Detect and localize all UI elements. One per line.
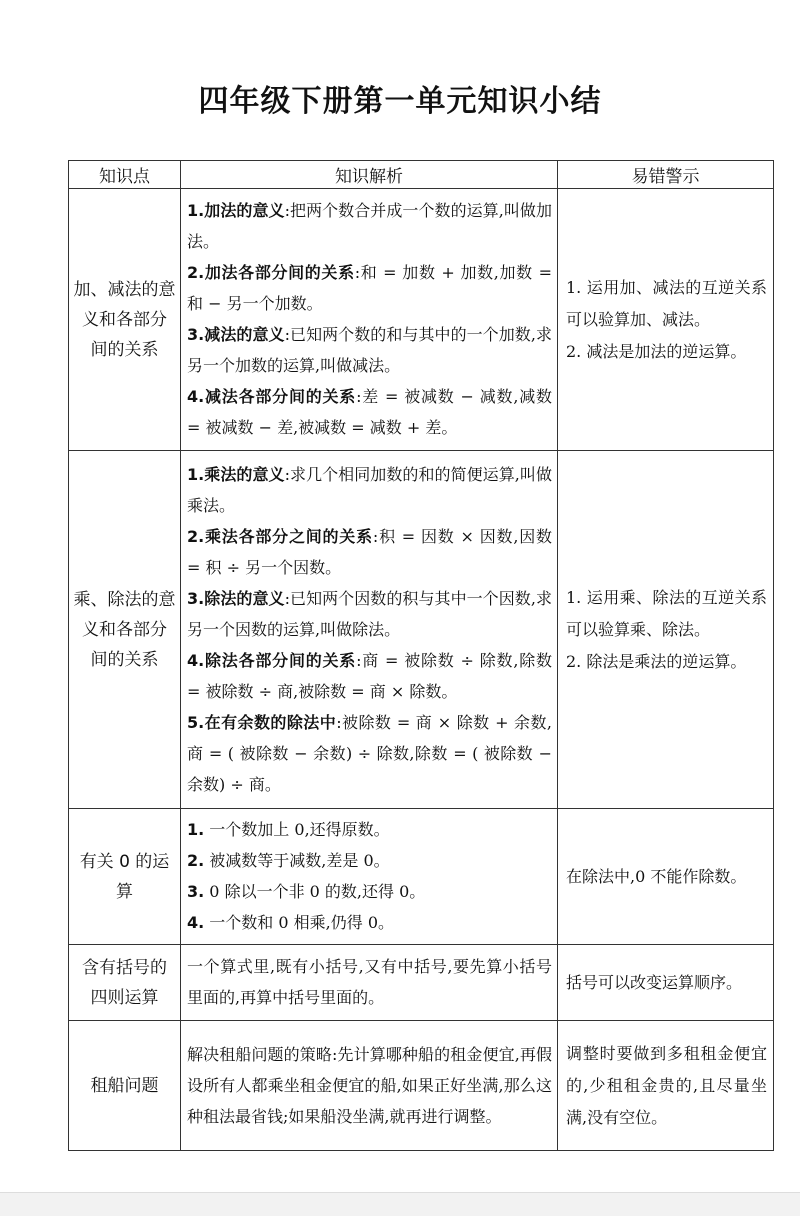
table-row <box>69 809 774 945</box>
analysis-item-head: 减法的意义 <box>204 325 285 344</box>
table-row <box>69 189 774 451</box>
table-header-row <box>69 161 774 189</box>
analysis-item <box>187 814 552 845</box>
analysis-item-head: 减法各部分间的关系 <box>204 387 357 406</box>
analysis-item-text: :被除数 = 商 × 除数 + 余数,商 = ( 被除数 − 余数) ÷ 除数,除数 = ( 被除数 − 余数) ÷ 商。 <box>187 712 552 794</box>
analysis-item-text: 一个数加上 0,还得原数。 <box>204 820 390 839</box>
analysis-item-num: 4. <box>187 387 205 406</box>
analysis-item-head: 加法各部分间的关系 <box>204 263 355 282</box>
topic-cell <box>69 451 181 809</box>
warning-cell <box>558 1021 774 1151</box>
header-warning: 易错警示 <box>558 161 774 189</box>
analysis-item-text: :已知两个因数的积与其中一个因数,求另一个因数的运算,叫做除法。 <box>187 588 552 639</box>
analysis-item-text: 解决租船问题的策略:先计算哪种船的租金便宜,再假设所有人都乘坐租金便宜的船,如果正好坐满,那么这种租法最省钱;如果船没坐满,就再进行调整。 <box>187 1044 552 1126</box>
analysis-item-num: 3. <box>187 588 205 608</box>
analysis-item-num: 4. <box>187 650 205 670</box>
warning-cell <box>558 451 774 809</box>
analysis-item-text: 一个数和 0 相乘,仍得 0。 <box>204 913 395 932</box>
topic-line: 间的关系 <box>90 649 159 670</box>
topic-cell <box>69 809 181 945</box>
header-analysis: 知识解析 <box>181 161 558 189</box>
analysis-item-num: 3. <box>187 325 205 344</box>
analysis-item-text: :积 = 因数 × 因数,因数 = 积 ÷ 另一个因数。 <box>187 526 552 577</box>
analysis-item <box>187 521 552 583</box>
analysis-item-text: :差 = 被减数 − 减数,减数 = 被减数 − 差,被减数 = 减数 + 差。 <box>187 387 552 437</box>
analysis-item <box>187 645 552 707</box>
analysis-item-num: 5. <box>187 712 205 732</box>
analysis-item <box>187 459 552 521</box>
analysis-item <box>187 583 552 645</box>
analysis-item-num: 2. <box>187 851 205 870</box>
analysis-cell <box>181 809 558 945</box>
analysis-cell <box>181 945 558 1021</box>
analysis-item-text: 0 除以一个非 0 的数,还得 0。 <box>204 882 426 901</box>
analysis-item-num: 2. <box>187 263 205 282</box>
warning-item: 在除法中,0 不能作除数。 <box>566 866 747 886</box>
analysis-item-head: 乘法的意义 <box>204 464 285 484</box>
analysis-item-num: 2. <box>187 526 205 546</box>
page-title: 四年级下册第一单元知识小结 <box>198 84 602 119</box>
warning-cell <box>558 809 774 945</box>
analysis-item <box>187 1039 552 1132</box>
analysis-cell <box>181 451 558 809</box>
topic-line: 乘、除法的意 <box>73 589 176 610</box>
analysis-item-num: 1. <box>187 464 205 484</box>
knowledge-summary-table <box>68 160 774 1151</box>
topic-line: 有关 0 的运算 <box>79 851 170 902</box>
topic-line: 义和各部分 <box>82 619 167 640</box>
analysis-item-num: 3. <box>187 882 205 901</box>
warning-item: 2. 减法是加法的逆运算。 <box>566 341 747 361</box>
warning-item: 括号可以改变运算顺序。 <box>566 972 743 992</box>
topic-cell <box>69 1021 181 1151</box>
analysis-item-head: 在有余数的除法中 <box>204 712 337 732</box>
warning-cell <box>558 189 774 451</box>
topic-line: 四则运算 <box>90 987 159 1008</box>
warning-cell <box>558 945 774 1021</box>
table-row <box>69 451 774 809</box>
page-bottom-strip <box>0 1192 800 1216</box>
analysis-item <box>187 195 552 257</box>
analysis-item <box>187 707 552 800</box>
analysis-item-text: 一个算式里,既有小括号,又有中括号,要先算小括号里面的,再算中括号里面的。 <box>187 957 552 1007</box>
analysis-item <box>187 319 552 381</box>
analysis-item-head: 加法的意义 <box>204 201 285 220</box>
analysis-item-head: 除法的意义 <box>204 588 285 608</box>
analysis-item-text: :商 = 被除数 ÷ 除数,除数 = 被除数 ÷ 商,被除数 = 商 × 除数。 <box>187 650 552 701</box>
header-topic: 知识点 <box>69 161 181 189</box>
analysis-item-head: 乘法各部分之间的关系 <box>204 526 373 546</box>
topic-cell <box>69 945 181 1021</box>
table-row <box>69 945 774 1021</box>
analysis-item-num: 1. <box>187 201 205 220</box>
topic-line: 加、减法的意 <box>73 279 176 300</box>
topic-cell <box>69 189 181 451</box>
analysis-item-text: :已知两个数的和与其中的一个加数,求另一个加数的运算,叫做减法。 <box>187 325 552 375</box>
analysis-item <box>187 257 552 319</box>
topic-line: 含有括号的 <box>82 957 167 978</box>
analysis-item-head: 除法各部分间的关系 <box>204 650 357 670</box>
analysis-item <box>187 951 552 1013</box>
analysis-item-text: :求几个相同加数的和的简便运算,叫做乘法。 <box>187 464 552 515</box>
analysis-item-num: 1. <box>187 820 205 839</box>
topic-line: 租船问题 <box>90 1075 159 1096</box>
warning-item: 1. 运用加、减法的互逆关系可以验算加、减法。 <box>566 277 767 329</box>
warning-item: 2. 除法是乘法的逆运算。 <box>566 651 747 671</box>
analysis-item <box>187 907 552 938</box>
analysis-item-num: 4. <box>187 913 205 932</box>
analysis-item <box>187 381 552 443</box>
warning-item: 1. 运用乘、除法的互逆关系可以验算乘、除法。 <box>566 587 767 639</box>
analysis-item <box>187 845 552 876</box>
analysis-item-text: 被减数等于减数,差是 0。 <box>204 851 390 870</box>
table-row <box>69 1021 774 1151</box>
topic-line: 间的关系 <box>90 339 159 360</box>
analysis-cell <box>181 189 558 451</box>
analysis-item-text: :把两个数合并成一个数的运算,叫做加法。 <box>187 201 552 251</box>
topic-line: 义和各部分 <box>82 309 167 330</box>
warning-item: 调整时要做到多租租金便宜的,少租租金贵的,且尽量坐满,没有空位。 <box>566 1043 767 1127</box>
analysis-item <box>187 876 552 907</box>
analysis-item-text: :和 = 加数 + 加数,加数 = 和 − 另一个加数。 <box>187 263 552 313</box>
analysis-cell <box>181 1021 558 1151</box>
